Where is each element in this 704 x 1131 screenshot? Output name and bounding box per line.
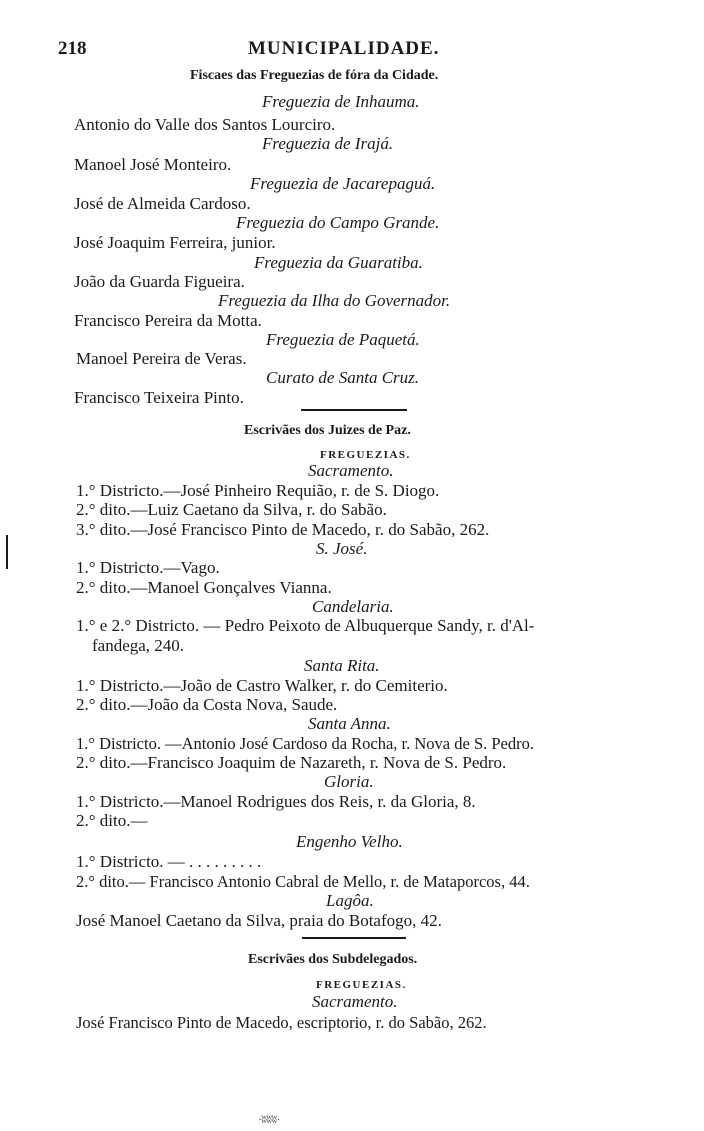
section-divider xyxy=(301,409,407,411)
section-subtitle: FREGUEZIAS. xyxy=(320,449,411,461)
parish-heading: Freguezia do Campo Grande. xyxy=(236,213,440,232)
district-entry: 1.° e 2.° Districto. — Pedro Peixoto de Albuquerque Sandy, r. d'Al- xyxy=(76,616,535,635)
section-title-subdelegados: Escrivães dos Subdelegados. xyxy=(248,952,418,967)
district-entry: 2.° dito.—Luiz Caetano da Silva, r. do Sabão. xyxy=(76,500,387,519)
district-entry: 2.° dito.— xyxy=(76,811,148,830)
parish-heading: S. José. xyxy=(316,539,368,558)
district-entry: 1.° Districto.—João de Castro Walker, r. do Cemiterio. xyxy=(76,676,448,695)
margin-mark xyxy=(6,535,8,569)
parish-heading: Freguezia de Paquetá. xyxy=(266,330,420,349)
parish-person: João da Guarda Figueira. xyxy=(74,272,245,291)
parish-heading: Freguezia de Jacarepaguá. xyxy=(250,174,436,193)
parish-heading: Curato de Santa Cruz. xyxy=(266,368,420,387)
district-entry: 2.° dito.—Francisco Joaquim de Nazareth, r. Nova de S. Pedro. xyxy=(76,753,507,772)
district-entry: 2.° dito.—João da Costa Nova, Saude. xyxy=(76,695,338,714)
district-entry: 1.° Districto.—Manoel Rodrigues dos Reis, r. da Gloria, 8. xyxy=(76,792,476,811)
district-entry: José Francisco Pinto de Macedo, escriptorio, r. do Sabão, 262. xyxy=(76,1013,487,1032)
district-entry: 1.° Districto. — . . . . . . . . . xyxy=(76,852,262,871)
section-subtitle: FREGUEZIAS. xyxy=(316,979,407,991)
district-entry: 1.° Districto.—José Pinheiro Requião, r. de S. Diogo. xyxy=(76,481,440,500)
printer-ornament: ·ʬʬʬ· xyxy=(258,1112,280,1126)
parish-heading: Freguezia de Inhauma. xyxy=(262,92,420,111)
parish-heading: Freguezia da Guaratiba. xyxy=(254,253,423,272)
parish-person: Francisco Pereira da Motta. xyxy=(74,311,262,330)
parish-heading: Freguezia da Ilha do Governador. xyxy=(218,291,451,310)
district-entry: 2.° dito.—Manoel Gonçalves Vianna. xyxy=(76,578,332,597)
parish-person: Manoel Pereira de Veras. xyxy=(76,349,247,368)
parish-heading: Freguezia de Irajá. xyxy=(262,134,394,153)
page-title: MUNICIPALIDADE. xyxy=(248,38,440,59)
parish-heading: Gloria. xyxy=(324,772,374,791)
parish-heading: Santa Anna. xyxy=(308,714,391,733)
section-title-juizes: Escrivães dos Juizes de Paz. xyxy=(244,423,411,438)
parish-heading: Candelaria. xyxy=(312,597,394,616)
district-entry: José Manoel Caetano da Silva, praia do Botafogo, 42. xyxy=(76,911,442,930)
section-divider xyxy=(302,937,406,939)
section-title-fiscaes: Fiscaes das Freguezias de fóra da Cidade. xyxy=(190,68,439,83)
parish-person: José Joaquim Ferreira, junior. xyxy=(74,233,276,252)
district-entry: 3.° dito.—José Francisco Pinto de Macedo, r. do Sabão, 262. xyxy=(76,520,490,539)
parish-heading: Sacramento. xyxy=(312,992,398,1011)
parish-person: Antonio do Valle dos Santos Lourciro. xyxy=(74,115,336,134)
parish-heading: Santa Rita. xyxy=(304,656,380,675)
district-entry: 2.° dito.— Francisco Antonio Cabral de Mello, r. de Mataporcos, 44. xyxy=(76,872,530,891)
parish-heading: Lagôa. xyxy=(326,891,374,910)
district-entry: 1.° Districto. —Antonio José Cardoso da Rocha, r. Nova de S. Pedro. xyxy=(76,734,535,753)
district-entry: 1.° Districto.—Vago. xyxy=(76,558,220,577)
page-number: 218 xyxy=(58,38,87,59)
parish-heading: Sacramento. xyxy=(308,461,394,480)
district-entry: fandega, 240. xyxy=(92,636,185,655)
parish-heading: Engenho Velho. xyxy=(296,832,403,851)
parish-person: José de Almeida Cardoso. xyxy=(74,194,251,213)
parish-person: Francisco Teixeira Pinto. xyxy=(74,388,244,407)
page-header xyxy=(58,38,638,64)
parish-person: Manoel José Monteiro. xyxy=(74,155,232,174)
